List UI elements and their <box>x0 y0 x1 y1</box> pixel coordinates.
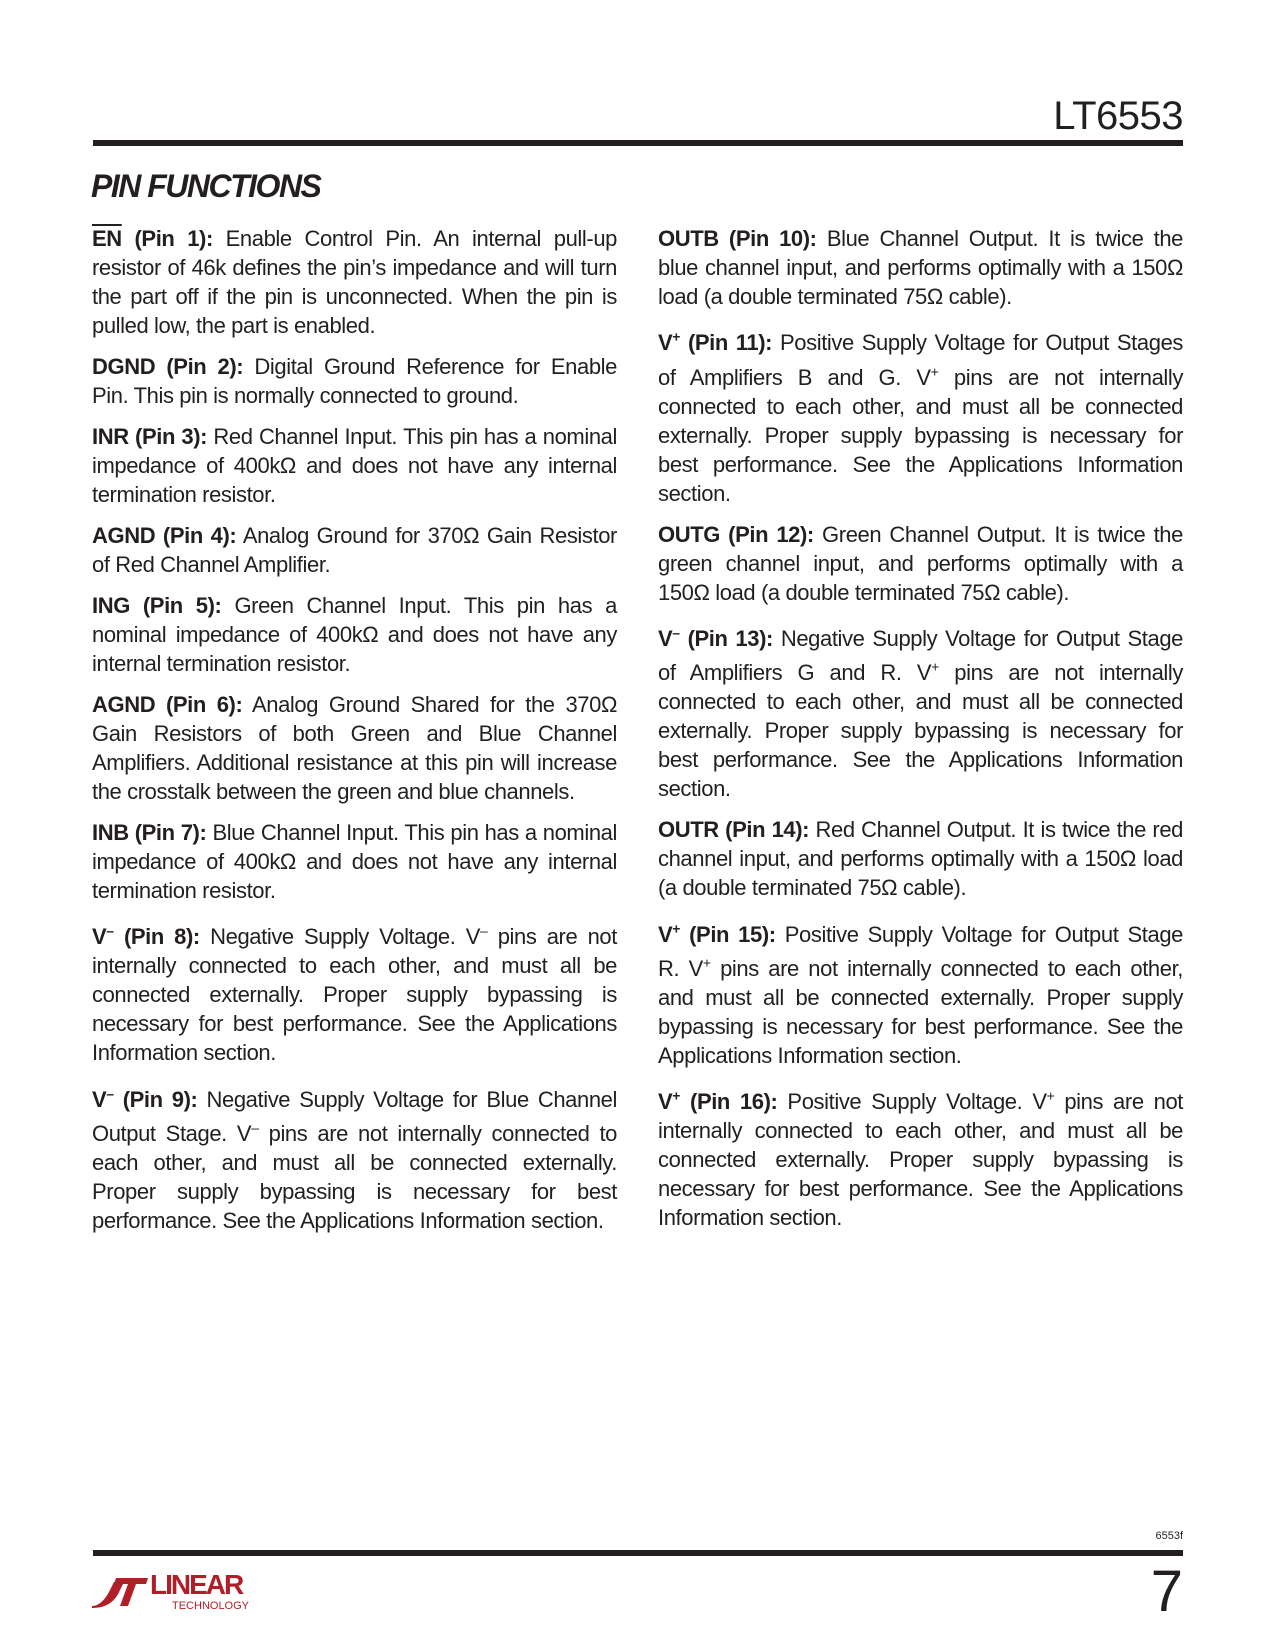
pin-9-name <box>92 1087 197 1112</box>
pin-1-desc: Enable Control Pin. An internal pull-up resistor of 46k defines the pin’s impedance and will turn the part off if the pin is unconnected. When the pin is pulled low, the part is enabled. <box>92 226 617 338</box>
pin-5-name: ING (Pin 5): <box>92 593 222 618</box>
pin-13-name <box>658 626 773 651</box>
pin-1 <box>92 224 617 340</box>
pin-1-name-overline: $\overline{EN}$ <box>92 226 122 251</box>
pin-6 <box>92 690 617 806</box>
pin-9-name-rest: (Pin 9): <box>113 1086 198 1112</box>
pin-5-desc: Green Channel Input. This pin has a nominal impedance of 400kΩ and does not have any internal termination resistor. <box>92 593 617 676</box>
pin-15-desc-a: V <box>679 955 703 981</box>
logo-sub: TECHNOLOGY <box>172 1600 250 1612</box>
pin-13-name-sup: – <box>672 624 680 641</box>
left-column <box>92 224 617 1247</box>
pin-13-name-base: V <box>658 625 673 651</box>
pin-8-desc-sup: – <box>480 923 488 939</box>
pin-9-desc-b: pins are not internally connected to each other, and must all be connected externally. Proper supply bypassing is necessary for best performance. See the Applications Information section. <box>92 1120 618 1233</box>
pin-9-name-sup: – <box>106 1085 114 1102</box>
pin-9-name-base: V <box>92 1086 107 1112</box>
pin-11-desc-b: pins are not internally connected to each other, and must all be connected externally. Proper supply bypassing is necessary for best performance. See the Applications Information section. <box>658 364 1183 506</box>
pin-11-desc-a: Positive Supply Voltage for Output Stages of Amplifiers B and G. V <box>658 330 1183 390</box>
page-number: 7 <box>1150 1559 1183 1624</box>
pin-4-desc: Analog Ground for 370Ω Gain Resistor of Red Channel Amplifier. <box>92 523 617 577</box>
pin-16-desc-a: Positive Supply Voltage. V <box>777 1089 1047 1115</box>
pin-13-name-rest: (Pin 13): <box>679 625 773 651</box>
pin-7-desc: Blue Channel Input. This pin has a nominal impedance of 400kΩ and does not have any internal termination resistor. <box>92 820 617 903</box>
doc-code: 6553f <box>1155 1530 1183 1542</box>
pin-11-name <box>658 330 772 355</box>
part-number: LT6553 <box>1053 94 1183 138</box>
pin-12-desc: Green Channel Output. It is twice the green channel input, and performs optimally with a 150Ω load (a double terminated 75Ω cable). <box>658 521 1183 605</box>
pin-2 <box>92 352 617 410</box>
pin-11-name-sup: + <box>672 329 681 345</box>
pin-10-desc: Blue Channel Output. It is twice the blue channel input, and performs optimally with a 150Ω load (a double terminated 75Ω cable). <box>658 226 1183 309</box>
pin-11-desc-sup: + <box>930 363 939 380</box>
pin-13-desc-a: Negative Supply Voltage for Output Stage of Amplifiers G and R. V <box>658 625 1183 686</box>
pin-1-name-rest: (Pin 1): <box>121 226 213 251</box>
logo-word: LINEAR <box>150 1569 243 1600</box>
pin-6-desc: Analog Ground Shared for the 370Ω Gain Resistors of both Green and Blue Channel Amplifiers. Additional resistance at this pin will increase the crosstalk between the green and blue channels. <box>92 692 617 804</box>
pin-10 <box>658 224 1183 311</box>
logo-mark-icon <box>90 1576 150 1608</box>
right-column <box>658 224 1183 1244</box>
pin-16-desc-b: pins are not internally connected to each other, and must all be connected externally. Proper supply bypassing is necessary for best performance. See the Applications Information section. <box>658 1089 1183 1231</box>
pin-12 <box>658 520 1183 607</box>
pin-12-name: OUTG (Pin 12): <box>658 521 814 547</box>
pin-9 <box>92 1079 617 1235</box>
pin-15-name-base: V <box>658 921 673 947</box>
pin-16-name <box>658 1089 777 1114</box>
pin-10-name: OUTB (Pin 10): <box>658 226 817 251</box>
pin-11-name-rest: (Pin 11): <box>680 330 773 356</box>
header-rule <box>93 140 1183 146</box>
pin-13-desc <box>658 626 1183 801</box>
pin-8-desc-b: pins are not internally connected to each other, and must all be connected externally. Proper supply bypassing is necessary for best performance. See the Applications Information section. <box>92 924 617 1066</box>
footer-rule <box>93 1550 1183 1556</box>
pin-8-name <box>92 924 200 949</box>
pin-6-name: AGND (Pin 6): <box>92 692 243 717</box>
pin-15-name-sup: + <box>672 920 681 937</box>
pin-3-name: INR (Pin 3): <box>92 424 208 449</box>
pin-8-desc-a: Negative Supply Voltage. V <box>199 924 481 950</box>
pin-9-desc-a: Negative Supply Voltage for Blue Channel Output Stage. V <box>92 1086 617 1146</box>
pin-14-desc: Red Channel Output. It is twice the red channel input, and performs optimally with a 150Ω load (a double terminated 75Ω cable). <box>658 817 1184 901</box>
pin-11-name-base: V <box>658 330 673 356</box>
pin-3 <box>92 422 617 509</box>
pin-16 <box>658 1082 1183 1232</box>
pin-15-name-rest: (Pin 15): <box>680 921 776 947</box>
pin-16-name-base: V <box>658 1089 673 1115</box>
pin-11 <box>658 323 1183 508</box>
linear-technology-logo <box>90 1568 260 1616</box>
pin-5 <box>92 591 617 678</box>
pin-15-desc-pre: Positive Supply Voltage for Output Stage R. <box>658 921 1184 981</box>
section-title: PIN FUNCTIONS <box>91 168 321 204</box>
pin-3-desc: Red Channel Input. This pin has a nominal impedance of 400kΩ and does not have any internal termination resistor. <box>92 424 617 507</box>
pin-15 <box>658 914 1183 1070</box>
pin-8-name-sup: – <box>106 923 114 939</box>
pin-2-name: DGND (Pin 2): <box>92 354 244 379</box>
pin-13-desc-sup: + <box>931 658 939 675</box>
pin-14-name: OUTR (Pin 14): <box>658 817 810 843</box>
pin-8-name-rest: (Pin 8): <box>113 924 200 950</box>
pin-16-desc-sup: + <box>1046 1087 1055 1104</box>
pin-15-desc-sup: + <box>702 954 711 971</box>
pin-8-name-base: V <box>92 924 107 950</box>
pin-7-name: INB (Pin 7): <box>92 820 207 845</box>
pin-1-name <box>92 226 213 251</box>
pin-16-name-sup: + <box>672 1087 681 1104</box>
pin-9-desc-sup: – <box>251 1119 259 1136</box>
pin-7 <box>92 818 617 905</box>
pin-2-desc: Digital Ground Reference for Enable Pin. This pin is normally connected to ground. <box>92 354 617 408</box>
pin-8 <box>92 917 617 1067</box>
pin-4-name: AGND (Pin 4): <box>92 523 237 548</box>
pin-4 <box>92 521 617 579</box>
pin-15-desc-b: pins are not internally connected to each other, and must all be connected externally. Proper supply bypassing is necessary for best performance. See the Applications Information section. <box>658 955 1183 1068</box>
pin-13-desc-b: pins are not internally connected to each other, and must all be connected externally. Proper supply bypassing is necessary for best performance. See the Applications Information section. <box>658 660 1183 802</box>
pin-11-desc <box>658 330 1183 505</box>
pin-13 <box>658 619 1183 804</box>
pin-15-name <box>658 922 776 947</box>
pin-14 <box>658 815 1183 902</box>
pin-16-name-rest: (Pin 16): <box>680 1089 778 1115</box>
